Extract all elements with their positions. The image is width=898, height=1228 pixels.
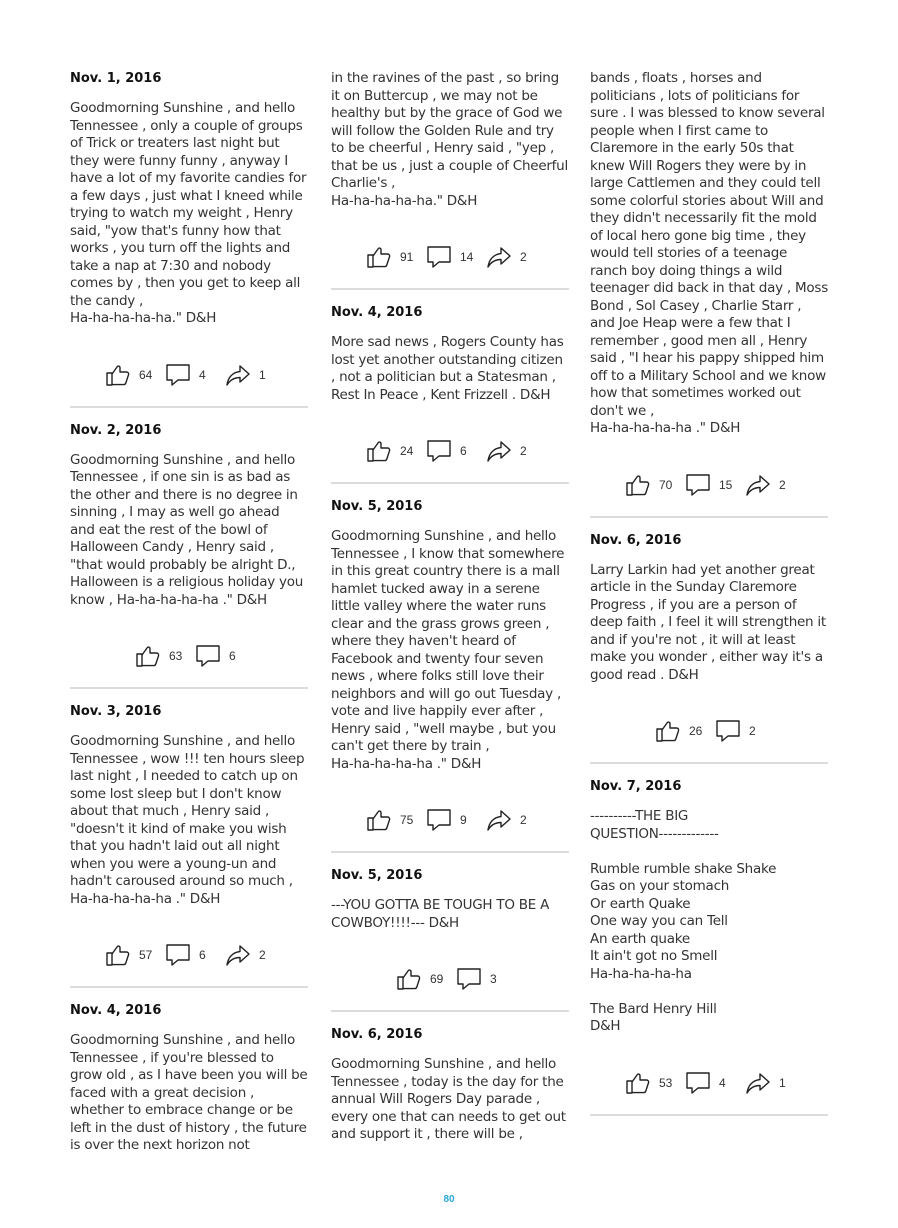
reaction-bar: [331, 962, 569, 996]
like-count: 63: [169, 649, 183, 663]
share-count: 2: [520, 813, 527, 827]
like-count: 26: [689, 724, 703, 738]
post-divider: [70, 406, 308, 408]
comment-button[interactable]: [426, 438, 474, 464]
share-icon: [486, 807, 512, 833]
like-count: 57: [139, 948, 153, 962]
comment-count: 14: [460, 250, 474, 264]
post: [590, 532, 828, 765]
comment-button[interactable]: [165, 362, 213, 388]
like-icon: [105, 942, 131, 968]
like-button[interactable]: [366, 807, 414, 833]
share-icon: [486, 244, 512, 270]
post-text: Goodmorning Sunshine , and hello Tennessee , if you're blessed to grow old , as I have been you will be faced with a great decision , whether to embrace change or be left in the dust of history , the future is over the next horizon not: [70, 1032, 308, 1153]
like-count: 53: [659, 1075, 673, 1090]
share-count: 2: [259, 948, 266, 962]
comment-button[interactable]: [685, 1070, 733, 1096]
like-button[interactable]: [625, 472, 673, 498]
post: [590, 778, 828, 1116]
post-text: ----------THE BIG QUESTION------------- Rumble rumble shake Shake Gas on your stomach Or earth Quake One way you can Tell An earth quake It ain't got no Smell Ha-ha-ha-ha-ha The Bard Henry Hill D&H: [590, 808, 777, 1034]
like-button[interactable]: [655, 718, 703, 744]
comment-icon: [685, 1070, 711, 1096]
share-count: 2: [520, 250, 527, 264]
like-icon: [655, 718, 681, 744]
share-icon: [745, 472, 771, 498]
comment-button[interactable]: [165, 942, 213, 968]
like-count: 75: [400, 813, 414, 827]
share-icon: [225, 362, 251, 388]
comment-icon: [426, 244, 452, 270]
share-count: 1: [779, 1075, 786, 1090]
post-divider: [331, 1010, 569, 1012]
comment-count: 4: [719, 1075, 726, 1090]
post-date: Nov. 7, 2016: [590, 779, 682, 794]
comment-count: 15: [719, 477, 733, 492]
share-button[interactable]: [486, 244, 534, 270]
like-icon: [366, 807, 392, 833]
comment-count: 9: [460, 813, 467, 827]
like-icon: [366, 244, 392, 270]
comment-button[interactable]: [426, 807, 474, 833]
post: [331, 304, 569, 484]
share-icon: [486, 438, 512, 464]
share-icon: [745, 1070, 771, 1096]
post: [331, 498, 569, 853]
reaction-bar: [590, 1066, 828, 1100]
reaction-bar: [331, 434, 569, 468]
column-1: [70, 70, 308, 1155]
post-divider: [590, 762, 828, 764]
like-icon: [625, 472, 651, 498]
comment-count: 6: [199, 948, 206, 962]
post: [590, 70, 828, 518]
like-icon: [396, 966, 422, 992]
reaction-bar: [70, 358, 308, 392]
like-count: 24: [400, 444, 414, 458]
post: [70, 1002, 308, 1155]
comment-button[interactable]: [456, 966, 504, 992]
like-count: 70: [659, 477, 673, 492]
comment-icon: [715, 718, 741, 744]
like-button[interactable]: [366, 244, 414, 270]
post-date: Nov. 6, 2016: [331, 1027, 423, 1042]
share-count: 1: [259, 367, 266, 382]
post: [70, 70, 308, 408]
post-date: Nov. 6, 2016: [590, 532, 682, 548]
post-divider: [70, 687, 308, 689]
like-button[interactable]: [105, 942, 153, 968]
post-divider: [331, 288, 569, 290]
reaction-bar: [331, 240, 569, 274]
comment-button[interactable]: [685, 472, 733, 498]
like-button[interactable]: [135, 643, 183, 669]
reaction-bar: [70, 938, 308, 972]
like-button[interactable]: [105, 362, 153, 388]
like-button[interactable]: [396, 966, 444, 992]
share-button[interactable]: [225, 942, 273, 968]
column-3: [590, 70, 828, 1130]
post-date: Nov. 2, 2016: [70, 422, 162, 438]
share-button[interactable]: [745, 1070, 793, 1096]
post-text: Goodmorning Sunshine , and hello Tennessee , if one sin is as bad as the other and there is no degree in sinning , I may as well go ahead and eat the rest of the bowl of Halloween Candy , Henry said , "that would probably be alright D., Halloween is a religious holiday you know , Ha-ha-ha-ha-ha ." D&H: [70, 451, 304, 608]
post-text: bands , floats , horses and politicians , lots of politicians for sure . I was blessed to know several people when I first came to Claremore in the early 50s that knew Will Rogers they were by in large Cattlemen and they could tell some colorful stories about Will and they didn't necessarily fit the mold of local hero gone big time , they would tell stories of a teenage ranch boy doing things a wild teenager did back in that day , Moss Bond , Sol Casey , Charlie Starr , and Joe Heap were a few that I remember , good men all , Henry said , "I hear his pappy shipped him off to a Military School and we know how that sometimes worked out don't we , Ha-ha-ha-ha-ha ." D&H: [590, 70, 828, 436]
like-count: 69: [430, 972, 444, 986]
post-divider: [331, 851, 569, 853]
comment-count: 6: [229, 649, 236, 663]
post: [331, 1026, 569, 1144]
like-button[interactable]: [366, 438, 414, 464]
share-button[interactable]: [225, 362, 273, 388]
reaction-bar: [590, 714, 828, 748]
post-date: Nov. 5, 2016: [331, 499, 423, 514]
share-button[interactable]: [486, 807, 534, 833]
comment-icon: [456, 966, 482, 992]
comment-button[interactable]: [426, 244, 474, 270]
share-count: 2: [520, 444, 527, 458]
like-count: 91: [400, 250, 414, 264]
comment-icon: [165, 942, 191, 968]
post-divider: [331, 482, 569, 484]
post-date: Nov. 5, 2016: [331, 868, 423, 883]
like-icon: [625, 1070, 651, 1096]
reaction-bar: [590, 468, 828, 502]
comment-icon: [165, 362, 191, 388]
comment-button[interactable]: [715, 718, 763, 744]
comment-icon: [426, 438, 452, 464]
post: [331, 867, 569, 1012]
comment-icon: [426, 807, 452, 833]
post-date: Nov. 4, 2016: [70, 1003, 162, 1018]
page-number: 80: [443, 1194, 455, 1205]
like-icon: [135, 643, 161, 669]
post-date: Nov. 4, 2016: [331, 305, 423, 320]
comment-button[interactable]: [195, 643, 243, 669]
post-text: Goodmorning Sunshine , and hello Tennessee , wow !!! ten hours sleep last night , I needed to catch up on some lost sleep but I don't know about that much , Henry said , "doesn't it kind of make you wish that you hadn't laid out all night when you were a young-un and hadn't caroused around so much , Ha-ha-ha-ha-ha ." D&H: [70, 733, 305, 907]
reaction-bar: [331, 803, 569, 837]
post-text: Goodmorning Sunshine , and hello Tennessee , I know that somewhere in this great country there is a mall hamlet tucked away in a serene little valley where the water runs clear and the grass grows green , where they haven't heard of Facebook and twenty four seven news , where folks still love their neighbors and will go out Tuesday , vote and live happily ever after , Henry said , "well maybe , but you can't get there by train , Ha-ha-ha-ha-ha ." D&H: [331, 528, 565, 772]
like-icon: [366, 438, 392, 464]
post: [70, 422, 308, 690]
comment-icon: [685, 472, 711, 498]
reaction-bar: [70, 639, 308, 673]
post-text: ---YOU GOTTA BE TOUGH TO BE A COWBOY!!!!--- D&H: [331, 897, 550, 931]
comment-icon: [195, 643, 221, 669]
post-date: Nov. 1, 2016: [70, 71, 162, 86]
post-text: Larry Larkin had yet another great article in the Sunday Claremore Progress , if you are a person of deep faith , I feel it will strengthen it and if you're not , it will at least make you wonder , either way it's a good read . D&H: [590, 561, 826, 683]
post-text: in the ravines of the past , so bring it on Buttercup , we may not be healthy but by the grace of God we will follow the Golden Rule and try to be cheerful , Henry said , "yep , that be us , just a couple of Cheerful Charlie's , Ha-ha-ha-ha-ha." D&H: [331, 70, 568, 209]
share-icon: [225, 942, 251, 968]
column-2: [331, 70, 569, 1144]
post-divider: [70, 986, 308, 988]
like-button[interactable]: [625, 1070, 673, 1096]
post-text: Goodmorning Sunshine , and hello Tennessee , only a couple of groups of Trick or treaters last night but they were funny funny , anyway I have a lot of my favorite candies for a few days , just what I kneed while trying to watch my weight , Henry said, "yow that's funny how that works , you turn off the lights and take a nap at 7:30 and nobody comes by , then you get to keep all the candy , Ha-ha-ha-ha-ha." D&H: [70, 100, 307, 326]
comment-count: 3: [490, 972, 497, 986]
post-text: Goodmorning Sunshine , and hello Tennessee , today is the day for the annual Will Rogers Day parade , every one that can needs to get out and support it , there will be ,: [331, 1056, 566, 1142]
comment-count: 2: [749, 724, 756, 738]
like-icon: [105, 362, 131, 388]
share-count: 2: [779, 477, 786, 492]
post-divider: [590, 1114, 828, 1116]
share-button[interactable]: [745, 472, 793, 498]
post-divider: [590, 516, 828, 518]
share-button[interactable]: [486, 438, 534, 464]
comment-count: 4: [199, 367, 206, 382]
post-date: Nov. 3, 2016: [70, 704, 162, 719]
comment-count: 6: [460, 444, 467, 458]
post: [70, 703, 308, 988]
like-count: 64: [139, 367, 153, 382]
post: [331, 70, 569, 290]
post-text: More sad news , Rogers County has lost yet another outstanding citizen , not a politician but a Statesman , Rest In Peace , Kent Frizzell . D&H: [331, 334, 564, 403]
